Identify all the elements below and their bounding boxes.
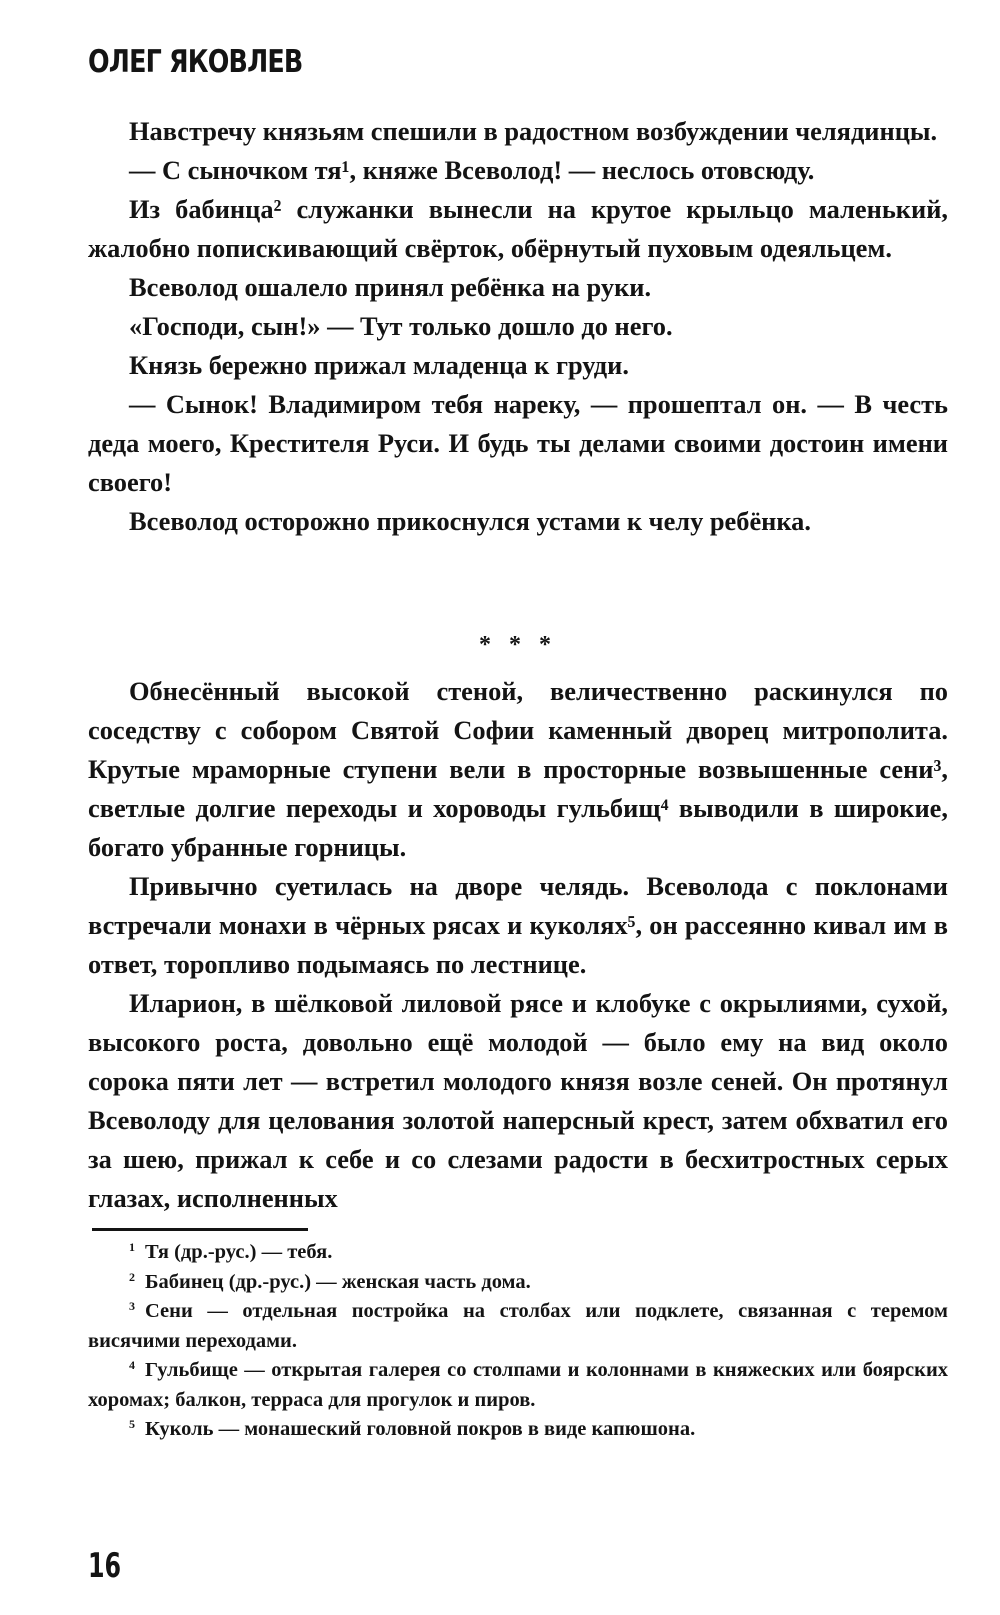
- paragraph: Обнесённый высокой стеной, величественно раскинулся по соседству с собором Святой Софии каменный дворец митрополита. Крутые мраморные ступени вели в просторные возвышенные сени³, светлые долгие переходы и хороводы гульбищ⁴ выводили в широкие, богато убранные горницы.: [88, 676, 948, 862]
- paragraph: Навстречу князьям спешили в радостном возбуждении челядинцы.: [129, 116, 938, 146]
- footnote-rule: [92, 1228, 308, 1231]
- paragraph: «Господи, сын!» — Тут только дошло до него.: [129, 311, 673, 341]
- paragraph: Всеволод осторожно прикоснулся устами к челу ребёнка.: [129, 506, 811, 536]
- paragraph: Князь бережно прижал младенца к груди.: [129, 350, 629, 380]
- running-head-author: ОЛЕГ ЯКОВЛЕВ: [88, 44, 303, 80]
- text-section-1: [88, 112, 948, 541]
- footnote-text: Сени — отдельная постройка на столбах или подклете, связанная с теремом висячими переходами.: [88, 1300, 948, 1352]
- footnote-text: Гульбище — открытая галерея со столпами и колоннами в княжеских или боярских хоромах; балкон, терраса для прогулок и пиров.: [88, 1359, 948, 1411]
- footnotes: [88, 1238, 948, 1445]
- text-section-2: [88, 672, 948, 1218]
- footnote-mark: 4: [129, 1358, 135, 1372]
- footnote-text: Тя (др.-рус.) — тебя.: [145, 1241, 333, 1263]
- paragraph: — Сынок! Владимиром тебя нареку, — прошептал он. — В честь деда моего, Крестителя Руси. И будь ты делами своими достоин имени своего!: [88, 389, 948, 497]
- paragraph: Иларион, в шёлковой лиловой рясе и клобуке с окрылиями, сухой, высокого роста, довольно ещё молодой — было ему на вид около сорока пяти лет — встретил молодого князя возле сеней. Он протянул Всеволоду для целования золотой наперсный крест, затем обхватил его за шею, прижал к себе и со слезами радости в бесхитростных серых глазах, исполненных: [88, 988, 948, 1213]
- paragraph: — С сыночком тя¹, княже Всеволод! — неслось отовсюду.: [129, 155, 815, 185]
- footnote-mark: 1: [129, 1240, 135, 1254]
- footnote: [88, 1415, 948, 1445]
- paragraph: Всеволод ошалело принял ребёнка на руки.: [129, 272, 652, 302]
- footnote-mark: 5: [129, 1417, 135, 1431]
- footnote-mark: 2: [129, 1269, 135, 1284]
- paragraph: Из бабинца² служанки вынесли на крутое крыльцо маленький, жалобно попискивающий свёрток, обёрнутый пуховым одеяльцем.: [88, 194, 948, 263]
- paragraph: Привычно суетилась на дворе челядь. Всеволода с поклонами встречали монахи в чёрных рясах и куколях⁵, он рассеянно кивал им в ответ, торопливо подымаясь по лестнице.: [88, 871, 948, 979]
- section-separator: * * *: [479, 632, 557, 658]
- footnote: [88, 1268, 948, 1298]
- footnote: [88, 1238, 948, 1268]
- page-number: 16: [88, 1546, 122, 1586]
- footnote: [88, 1297, 948, 1356]
- footnote-mark: 3: [129, 1299, 135, 1313]
- book-page: [88, 0, 948, 1615]
- footnote: [88, 1356, 948, 1415]
- footnote-text: Куколь — монашеский головной покров в виде капюшона.: [145, 1418, 696, 1440]
- footnote-text: Бабинец (др.-рус.) — женская часть дома.: [145, 1270, 531, 1293]
